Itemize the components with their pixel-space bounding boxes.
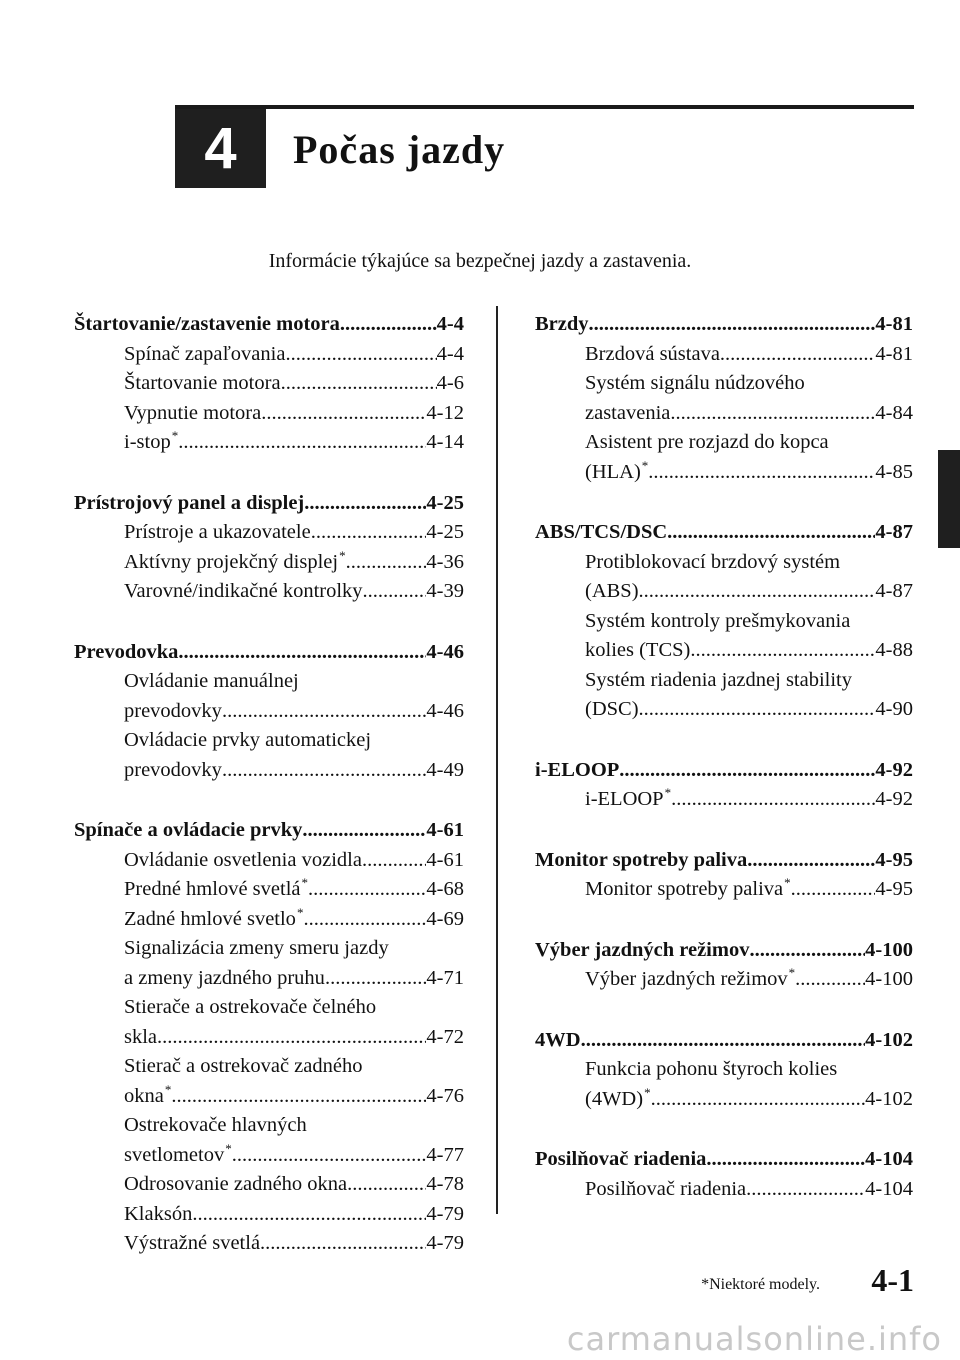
- toc-section: [535, 846, 913, 905]
- dot-leader: [648, 458, 875, 488]
- toc-entry[interactable]: [74, 1229, 464, 1259]
- toc-entry-text: (HLA)*: [585, 457, 649, 483]
- chapter-number: 4: [204, 116, 237, 181]
- toc-entry-text: Vypnutie motora: [124, 401, 262, 424]
- toc-entry-text: Systém signálu núdzového: [585, 372, 805, 394]
- toc-entry[interactable]: [74, 905, 464, 935]
- toc-entry[interactable]: [535, 458, 913, 488]
- toc-entry-text: Ostrekovače hlavných: [124, 1114, 307, 1136]
- toc-section-heading-text: 4WD: [535, 1028, 581, 1051]
- toc-entry[interactable]: [74, 697, 464, 727]
- footnote-asterisk: *: [641, 457, 649, 473]
- toc-entry-text: svetlometov*: [124, 1140, 232, 1166]
- toc-entry-text: Výstražné svetlá: [124, 1232, 261, 1254]
- toc-entry-text: Zadné hmlové svetlo*: [124, 904, 304, 930]
- toc-entry-text: (4WD)*: [585, 1084, 651, 1110]
- toc-entry-text: kolies (TCS): [585, 639, 691, 661]
- toc-entry[interactable]: [74, 399, 464, 429]
- toc-section-heading-text: Monitor spotreby paliva: [535, 848, 748, 871]
- toc-entry-page: 4-78: [426, 1173, 464, 1195]
- toc-entry-text: zastavenia: [585, 401, 671, 424]
- toc-section-heading-text: Prístrojový panel a displej: [74, 491, 305, 514]
- toc-entry[interactable]: [535, 548, 913, 578]
- dot-leader: [302, 816, 426, 846]
- toc-entry-text: Štartovanie motora: [124, 372, 281, 394]
- toc-entry-page: 4-104: [865, 1177, 913, 1200]
- toc-section: [535, 1026, 913, 1115]
- toc-entry-text: Varovné/indikačné kontrolky: [124, 580, 363, 602]
- footnote-asterisk: *: [784, 875, 791, 890]
- toc-entry[interactable]: [535, 636, 913, 666]
- dot-leader: [639, 577, 876, 607]
- toc-entry[interactable]: [74, 875, 464, 905]
- toc-section-heading[interactable]: [535, 1026, 913, 1056]
- toc-entry-page: 4-79: [426, 1202, 464, 1225]
- toc-entry-page: 4-88: [875, 639, 913, 661]
- chapter-intro: Informácie týkajúce sa bezpečnej jazdy a zastavenia.: [268, 250, 692, 272]
- toc-entry[interactable]: [535, 577, 913, 607]
- dot-leader: [667, 518, 875, 548]
- dot-leader: [157, 1023, 426, 1053]
- toc-entry-text: Stierače a ostrekovače čelného: [124, 996, 377, 1018]
- dot-leader: [311, 518, 427, 548]
- footnote-asterisk: *: [339, 547, 346, 563]
- dot-leader: [347, 1170, 426, 1200]
- footnote-asterisk: *: [225, 1140, 232, 1156]
- toc-entry-page: 4-87: [875, 580, 913, 602]
- toc-section-heading[interactable]: [535, 310, 913, 340]
- footnote-asterisk: *: [164, 1081, 172, 1097]
- toc-entry-text: Výber jazdných režimov*: [585, 965, 796, 990]
- toc-section: [535, 756, 913, 815]
- toc-section-heading-text: Štartovanie/zastavenie motora: [74, 313, 340, 335]
- toc-entry-text: okna*: [124, 1081, 172, 1107]
- footnote-asterisk: *: [644, 1084, 651, 1100]
- toc-entry-text: Systém riadenia jazdnej stability: [585, 668, 853, 691]
- toc-entry-text: Protiblokovací brzdový systém: [585, 550, 841, 573]
- toc-entry-page: 4-85: [875, 460, 913, 483]
- toc-entry[interactable]: [74, 1141, 464, 1171]
- toc-section-heading-text: ABS/TCS/DSC: [535, 521, 668, 543]
- dot-leader: [639, 695, 876, 725]
- toc-entry-page: 4-92: [875, 788, 913, 810]
- toc-section-heading[interactable]: [535, 1145, 913, 1175]
- footnote-asterisk: *: [171, 428, 179, 443]
- footnote: *Niektoré modely.: [701, 1276, 820, 1293]
- toc-entry-page: 4-14: [426, 431, 464, 453]
- dot-leader: [346, 548, 427, 578]
- toc-entry-page: 4-69: [426, 907, 464, 930]
- toc-entry-text: Klaksón: [124, 1202, 193, 1225]
- dot-leader: [581, 1026, 866, 1056]
- dot-leader: [690, 636, 875, 666]
- toc-section-heading-page: 4-81: [875, 313, 913, 335]
- toc-entry-text: Funkcia pohonu štyroch kolies: [585, 1058, 838, 1080]
- dot-leader: [281, 369, 437, 399]
- footnote-asterisk: *: [664, 785, 672, 800]
- toc-entry-page: 4-46: [426, 699, 464, 722]
- toc-entry[interactable]: [74, 993, 464, 1023]
- toc-section-heading-text: Brzdy: [535, 313, 589, 335]
- toc-right-column: [535, 310, 913, 1235]
- dot-leader: [303, 905, 426, 935]
- dot-leader: [795, 965, 865, 995]
- toc-entry-page: 4-4: [436, 342, 464, 365]
- chapter-title: Počas jazdy: [293, 127, 506, 172]
- toc-entry[interactable]: [74, 934, 464, 964]
- toc-section: [535, 1145, 913, 1204]
- toc-section: [74, 816, 464, 1259]
- dot-leader: [261, 399, 426, 429]
- toc-entry[interactable]: [74, 428, 464, 458]
- toc-section: [535, 310, 913, 487]
- toc-section-heading-page: 4-102: [865, 1028, 913, 1051]
- toc-entry[interactable]: [74, 369, 464, 399]
- toc-section-heading-page: 4-104: [865, 1148, 913, 1170]
- watermark: carmanualsonline.info: [566, 1320, 942, 1358]
- dot-leader: [192, 1200, 426, 1230]
- toc-entry[interactable]: [74, 1200, 464, 1230]
- toc-section-heading[interactable]: [535, 846, 913, 876]
- toc-section-heading[interactable]: [74, 310, 464, 340]
- toc-section-heading-page: 4-25: [426, 491, 464, 514]
- toc-entry[interactable]: [535, 965, 913, 995]
- toc-section-heading[interactable]: [74, 638, 464, 668]
- toc-section: [535, 518, 913, 725]
- toc-entry[interactable]: [535, 428, 913, 458]
- toc-entry[interactable]: [535, 666, 913, 696]
- toc-section-heading-text: i-ELOOP: [535, 758, 620, 781]
- toc-section-heading-page: 4-61: [426, 819, 464, 841]
- toc-entry-page: 4-68: [426, 878, 464, 900]
- toc-entry-text: skla: [124, 1025, 158, 1048]
- dot-leader: [340, 310, 437, 340]
- toc-entry-page: 4-39: [426, 580, 464, 602]
- toc-entry-text: Spínač zapaľovania: [124, 342, 286, 365]
- dot-leader: [325, 964, 426, 994]
- toc-entry[interactable]: [74, 340, 464, 370]
- toc-entry-text: i-ELOOP*: [585, 785, 672, 810]
- dot-leader: [706, 1145, 865, 1175]
- dot-leader: [619, 756, 875, 786]
- dot-leader: [260, 1229, 426, 1259]
- toc-section-heading-page: 4-46: [426, 640, 464, 663]
- chapter-side-tab: [938, 450, 960, 548]
- footnote-asterisk: *: [296, 904, 304, 920]
- toc-entry-text: Posilňovač riadenia: [585, 1177, 747, 1200]
- toc-entry-page: 4-95: [875, 878, 913, 900]
- toc-section-heading-page: 4-95: [875, 848, 913, 871]
- toc-section-heading[interactable]: [535, 936, 913, 966]
- dot-leader: [285, 340, 436, 370]
- toc-section-heading[interactable]: [535, 518, 913, 548]
- toc-entry-text: Signalizácia zmeny smeru jazdy: [124, 937, 389, 959]
- dot-leader: [746, 1175, 865, 1205]
- dot-leader: [308, 875, 426, 905]
- toc-entry-text: Stierač a ostrekovač zadného: [124, 1055, 363, 1077]
- header-rule: [175, 105, 914, 109]
- toc-entry-text: Ovládacie prvky automatickej: [124, 729, 372, 751]
- toc-entry[interactable]: [535, 1085, 913, 1115]
- toc-left-column: [74, 310, 464, 1290]
- toc-entry[interactable]: [74, 548, 464, 578]
- dot-leader: [671, 785, 875, 815]
- toc-entry[interactable]: [535, 369, 913, 399]
- toc-section-heading[interactable]: [74, 816, 464, 846]
- toc-entry[interactable]: [74, 518, 464, 548]
- toc-entry-page: 4-25: [426, 521, 464, 543]
- toc-entry-page: 4-100: [865, 968, 913, 990]
- toc-entry[interactable]: [74, 1111, 464, 1141]
- dot-leader: [232, 1141, 427, 1171]
- toc-section: [535, 936, 913, 995]
- dot-leader: [589, 310, 876, 340]
- footnote-asterisk: *: [788, 965, 796, 980]
- toc-entry-text: Asistent pre rozjazd do kopca: [585, 431, 829, 453]
- toc-entry[interactable]: [535, 695, 913, 725]
- dot-leader: [363, 577, 427, 607]
- toc-entry[interactable]: [74, 846, 464, 876]
- page-number: 4-1: [871, 1262, 914, 1298]
- toc-entry-page: 4-79: [426, 1232, 464, 1254]
- toc-section-heading-page: 4-4: [436, 313, 464, 335]
- dot-leader: [791, 875, 876, 905]
- toc-entry[interactable]: [535, 875, 913, 905]
- toc-entry-text: (ABS): [585, 580, 639, 602]
- toc-section-heading-text: Posilňovač riadenia: [535, 1148, 707, 1170]
- toc-entry-page: 4-76: [426, 1084, 464, 1107]
- toc-entry-text: Ovládanie manuálnej: [124, 670, 299, 692]
- toc-section-heading-text: Prevodovka: [74, 640, 179, 663]
- dot-leader: [171, 1082, 426, 1112]
- toc-entry-page: 4-102: [865, 1087, 913, 1110]
- toc-entry[interactable]: [535, 399, 913, 429]
- toc-entry[interactable]: [74, 577, 464, 607]
- toc-entry-page: 4-71: [426, 966, 464, 989]
- dot-leader: [749, 936, 865, 966]
- toc-entry-text: Predné hmlové svetlá*: [124, 875, 308, 900]
- toc-entry[interactable]: [74, 1170, 464, 1200]
- toc-entry-page: 4-90: [875, 698, 913, 720]
- toc-entry-page: 4-49: [426, 758, 464, 781]
- chapter-number-box: [175, 109, 266, 188]
- toc-entry-text: i-stop*: [124, 428, 179, 453]
- toc-entry[interactable]: [74, 667, 464, 697]
- toc-entry-text: Prístroje a ukazovatele: [124, 521, 311, 543]
- toc-entry-page: 4-72: [426, 1025, 464, 1048]
- dot-leader: [651, 1085, 866, 1115]
- toc-entry[interactable]: [74, 1082, 464, 1112]
- toc-section-heading-text: Spínače a ovládacie prvky: [74, 819, 303, 841]
- toc-section-heading[interactable]: [74, 489, 464, 519]
- toc-section-heading-text: Výber jazdných režimov: [535, 938, 750, 961]
- toc-entry[interactable]: [74, 1023, 464, 1053]
- toc-entry-text: Odrosovanie zadného okna: [124, 1173, 348, 1195]
- toc-entry-page: 4-36: [426, 550, 464, 573]
- dot-leader: [222, 756, 426, 786]
- toc-section: [74, 638, 464, 786]
- toc-entry-page: 4-84: [875, 401, 913, 424]
- dot-leader: [720, 340, 876, 370]
- toc-entry-text: a zmeny jazdného pruhu: [124, 966, 325, 989]
- toc-entry-text: Brzdová sústava: [585, 342, 720, 365]
- toc-entry[interactable]: [535, 1055, 913, 1085]
- toc-entry[interactable]: [535, 607, 913, 637]
- toc-entry-text: Monitor spotreby paliva*: [585, 875, 791, 900]
- toc-entry-page: 4-61: [426, 848, 464, 871]
- toc-entry-text: prevodovky: [124, 758, 222, 781]
- toc-entry[interactable]: [535, 340, 913, 370]
- dot-leader: [222, 697, 426, 727]
- toc-entry-text: Ovládanie osvetlenia vozidla: [124, 848, 362, 871]
- toc-entry[interactable]: [535, 1175, 913, 1205]
- toc-entry-page: 4-81: [875, 342, 913, 365]
- toc-entry[interactable]: [74, 756, 464, 786]
- toc-entry-text: (DSC): [585, 698, 639, 720]
- toc-section-heading-page: 4-87: [875, 521, 913, 543]
- toc-entry[interactable]: [74, 1052, 464, 1082]
- toc-section-heading-page: 4-100: [865, 938, 913, 961]
- toc-entry-text: prevodovky: [124, 699, 222, 722]
- toc-section: [74, 489, 464, 607]
- toc-section: [74, 310, 464, 458]
- dot-leader: [178, 638, 426, 668]
- toc-entry[interactable]: [74, 964, 464, 994]
- toc-entry-text: Aktívny projekčný displej*: [124, 547, 346, 573]
- toc-entry-page: 4-6: [436, 372, 464, 394]
- dot-leader: [670, 399, 875, 429]
- toc-section-heading-page: 4-92: [875, 758, 913, 781]
- toc-entry-page: 4-12: [426, 401, 464, 424]
- dot-leader: [362, 846, 426, 876]
- toc-entry-page: 4-77: [426, 1143, 464, 1166]
- dot-leader: [304, 489, 426, 519]
- toc-section-heading[interactable]: [535, 756, 913, 786]
- dot-leader: [178, 428, 426, 458]
- toc-entry[interactable]: [74, 726, 464, 756]
- footnote-asterisk: *: [301, 875, 308, 890]
- dot-leader: [747, 846, 875, 876]
- toc-entry-text: Systém kontroly prešmykovania: [585, 609, 851, 632]
- toc-entry[interactable]: [535, 785, 913, 815]
- column-divider: [496, 306, 498, 1214]
